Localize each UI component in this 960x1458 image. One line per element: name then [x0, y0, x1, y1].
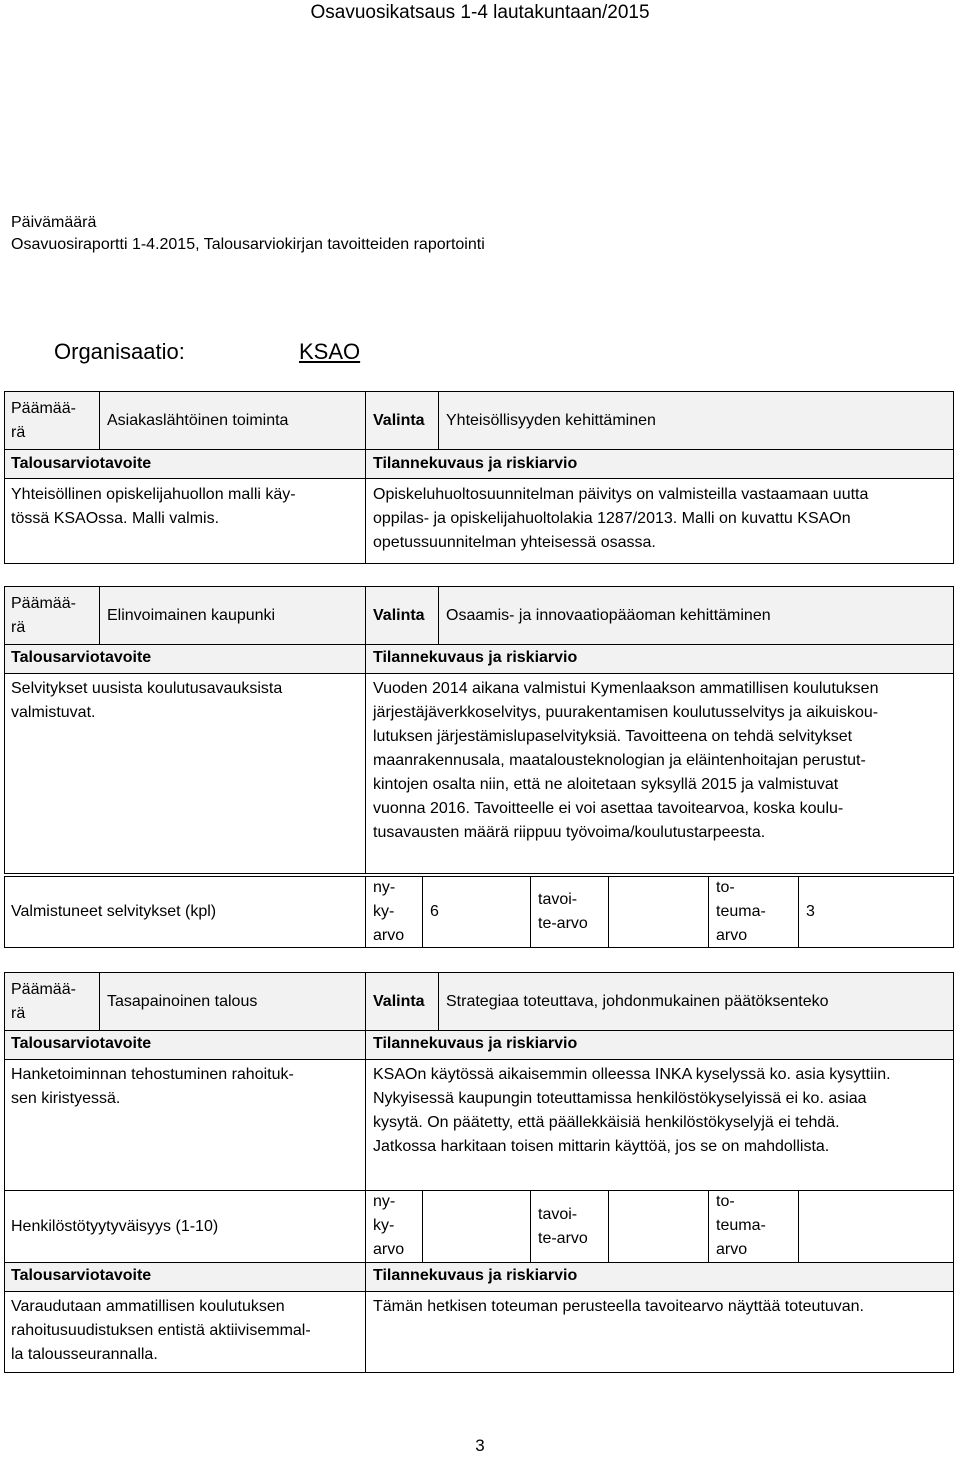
metric-name: Valmistuneet selvitykset (kpl)	[11, 903, 217, 920]
organisation-label: Organisaatio:	[54, 339, 185, 364]
choice-label: Valinta	[373, 607, 425, 624]
choice-value: Yhteisöllisyyden kehittäminen	[446, 412, 656, 429]
report-title: Osavuosiraportti 1-4.2015, Talousarviokirjan tavoitteiden raportointi	[11, 236, 485, 253]
target-label: Talousarviotavoite	[11, 455, 152, 472]
current-value-label: ny- ky- arvo	[373, 879, 405, 944]
goal-label: Päämää- rä	[11, 400, 76, 441]
page-header: Osavuosikatsaus 1-4 lautakuntaan/2015	[310, 2, 650, 23]
status-label: Tilannekuvaus ja riskiarvio	[373, 1035, 578, 1052]
choice-label: Valinta	[373, 993, 425, 1010]
status-text: Opiskeluhuoltosuunnitelman päivitys on valmisteilla vastaamaan uutta oppilas- ja opiskelijahuoltolakia 1287/2013. Malli on kuvattu KSAOn opetussuunnitelman yhteisessä osassa.	[373, 486, 869, 551]
target-value-label: tavoi- te-arvo	[538, 1206, 588, 1247]
choice-value: Osaamis- ja innovaatiopääoman kehittäminen	[446, 607, 771, 624]
organisation-value: KSAO	[299, 339, 361, 364]
status-label: Tilannekuvaus ja riskiarvio	[373, 649, 578, 666]
goal-label: Päämää- rä	[11, 595, 76, 636]
target-text: Yhteisöllinen opiskelijahuollon malli käy- tössä KSAOssa. Malli valmis.	[11, 486, 296, 527]
status-label: Tilannekuvaus ja riskiarvio	[373, 1267, 578, 1284]
actual-value-label: to- teuma- arvo	[716, 879, 766, 944]
status-text: Tämän hetkisen toteuman perusteella tavoitearvo näyttää toteutuvan.	[373, 1298, 864, 1315]
status-text: KSAOn käytössä aikaisemmin olleessa INKA kyselyssä ko. asia kysyttiin. Nykyisessä kaupungin toteuttamissa henkilöstökyselyissä ei ko. asiaa kysytä. On päätetty, että päällekkäisiä henkilöstökyselyjä ei tehdä. Jatkossa harkitaan toisen mittarin käyttöä, jos se on mahdollista.	[373, 1066, 891, 1155]
status-label: Tilannekuvaus ja riskiarvio	[373, 455, 578, 472]
date-label: Päivämäärä	[11, 214, 97, 231]
target-text: Selvitykset uusista koulutusavauksista valmistuvat.	[11, 680, 283, 721]
goal-value: Tasapainoinen talous	[107, 993, 258, 1010]
target-value-label: tavoi- te-arvo	[538, 891, 588, 932]
target-text: Hanketoiminnan tehostuminen rahoituk- sen kiristyessä.	[11, 1066, 294, 1107]
metric-name: Henkilöstötyytyväisyys (1-10)	[11, 1218, 219, 1235]
actual-value-label: to- teuma- arvo	[716, 1193, 766, 1258]
goal-value: Elinvoimainen kaupunki	[107, 607, 276, 624]
goal-label: Päämää- rä	[11, 981, 76, 1022]
goal-value: Asiakaslähtöinen toiminta	[107, 412, 289, 429]
status-text: Vuoden 2014 aikana valmistui Kymenlaakson ammatillisen koulutuksen järjestäjäverkkoselvitys, puurakentamisen koulutusselvitys ja aikuiskou- lutuksen järjestämislupaselvityksiä. Tavoitteena on tehdä selvitykset maanrakennusala, maatalousteknologian ja eläintenhoitajan perustut- kintojen osalta niin, että ne aloitetaan syksyllä 2015 ja valmistuvat vuonna 2016. Tavoitteelle ei voi asettaa tavoitearvoa, koska koulu- tusavausten määrä riippuu työvoima/koulutustarpeesta.	[373, 680, 879, 841]
target-label: Talousarviotavoite	[11, 649, 152, 666]
current-value-label: ny- ky- arvo	[373, 1193, 405, 1258]
target-text: Varaudutaan ammatillisen koulutuksen rahoitusuudistuksen entistä aktiivisemmal- la talousseurannalla.	[11, 1298, 311, 1363]
choice-label: Valinta	[373, 412, 425, 429]
target-label: Talousarviotavoite	[11, 1035, 152, 1052]
current-value: 6	[430, 903, 439, 920]
page-number: 3	[475, 1436, 485, 1455]
actual-value: 3	[806, 903, 815, 920]
choice-value: Strategiaa toteuttava, johdonmukainen päätöksenteko	[446, 993, 829, 1010]
target-label: Talousarviotavoite	[11, 1267, 152, 1284]
